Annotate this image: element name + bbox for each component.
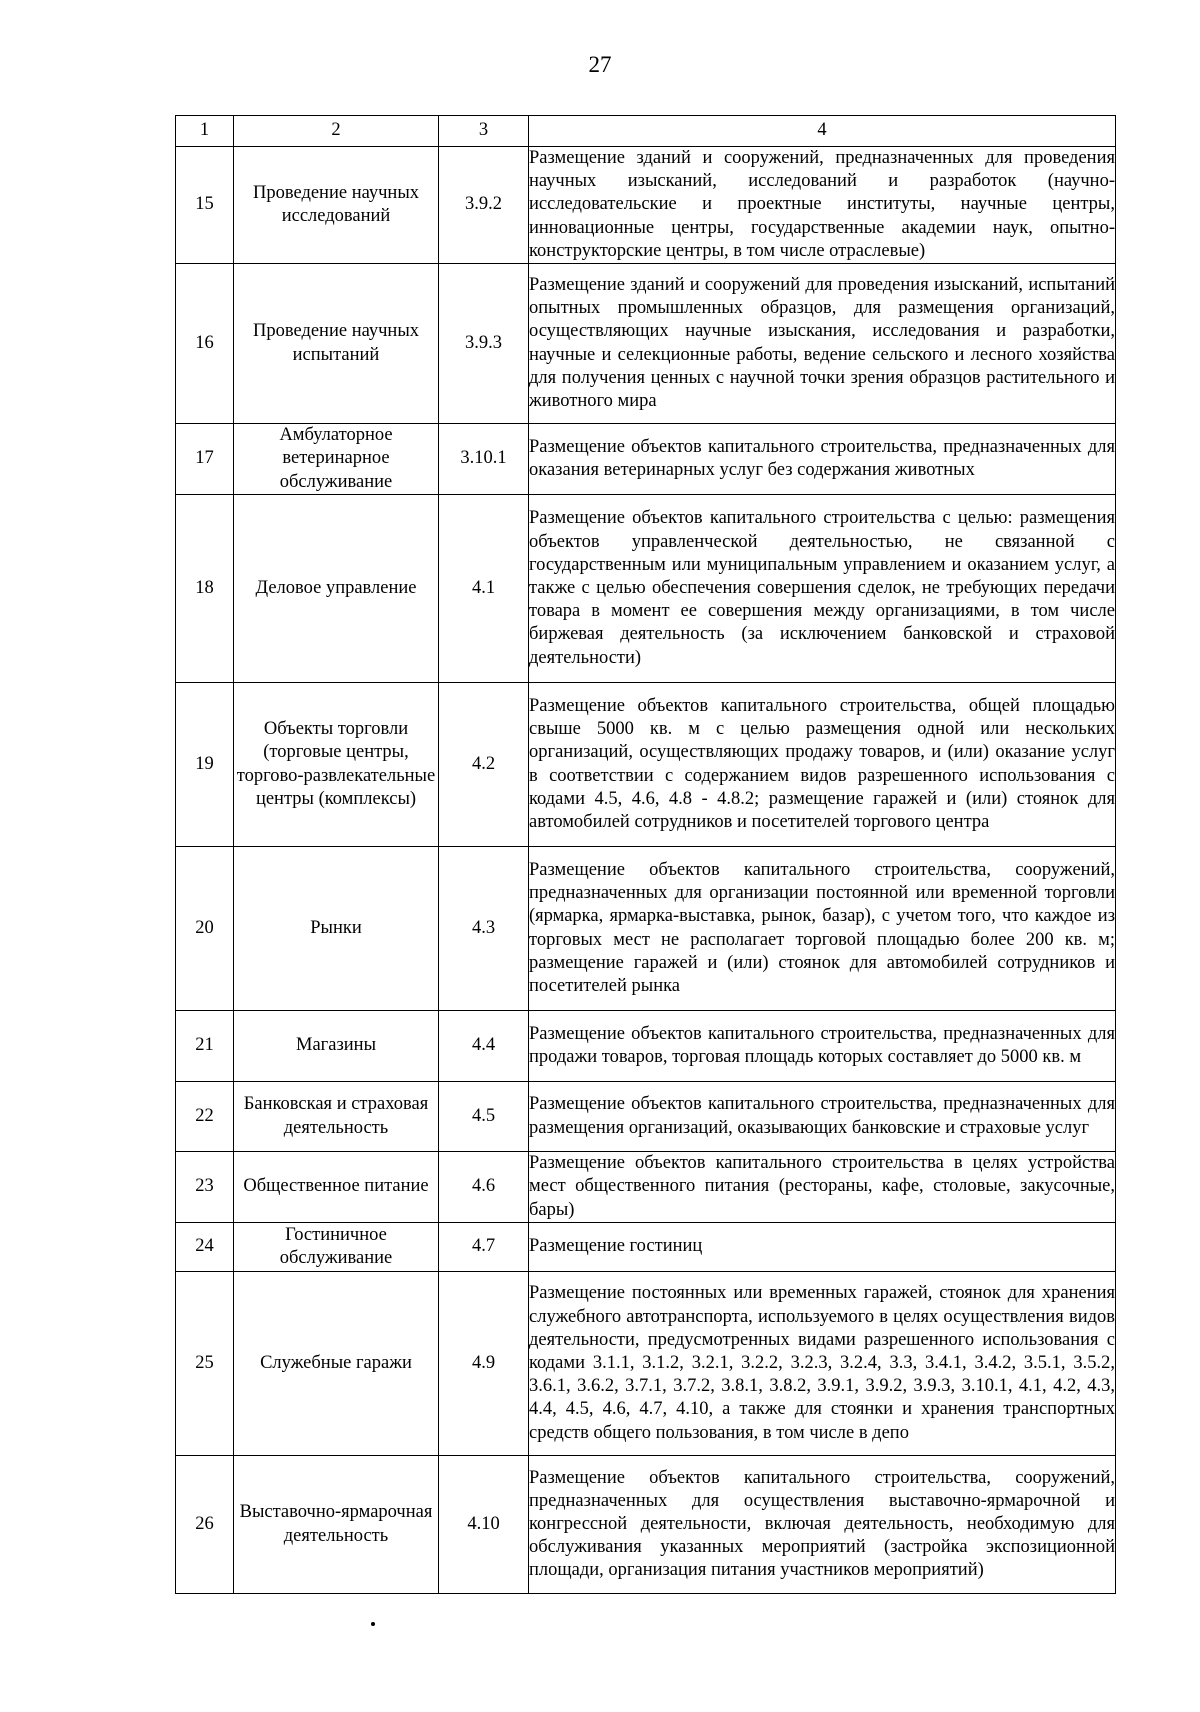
row-description: Размещение объектов капитального строительства в целях устройства мест общественного питания (рестораны, кафе, столовые, закусочные, бары) — [529, 1152, 1116, 1223]
row-code: 3.9.3 — [439, 264, 529, 424]
header-col-2: 2 — [234, 116, 439, 147]
row-name: Общественное питание — [234, 1152, 439, 1223]
table-body — [176, 147, 1116, 1594]
row-description: Размещение объектов капитального строительства, предназначенных для оказания ветеринарных услуг без содержания животных — [529, 424, 1116, 495]
row-code: 4.3 — [439, 847, 529, 1011]
table-header — [176, 116, 1116, 147]
row-number: 26 — [176, 1456, 234, 1594]
row-name: Амбулаторное ветеринарное обслуживание — [234, 424, 439, 495]
row-number: 20 — [176, 847, 234, 1011]
header-col-3: 3 — [439, 116, 529, 147]
scan-dot — [371, 1622, 375, 1626]
row-name: Магазины — [234, 1011, 439, 1082]
table-row — [176, 495, 1116, 683]
row-description: Размещение зданий и сооружений, предназначенных для проведения научных изысканий, исследований и разработок (научно-исследовательские и проектные институты, научные центры, инновационные центры, государственные академии наук, опытно-конструкторские центры, в том числе отраслевые) — [529, 147, 1116, 264]
row-description: Размещение зданий и сооружений для проведения изысканий, испытаний опытных промышленных образцов, для размещения организаций, осуществляющих научные изыскания, исследования и разработки, научные и селекционные работы, ведение сельского и лесного хозяйства для получения ценных с научной точки зрения образцов растительного и животного мира — [529, 264, 1116, 424]
table-row — [176, 683, 1116, 847]
row-number: 22 — [176, 1082, 234, 1152]
row-code: 3.10.1 — [439, 424, 529, 495]
row-description: Размещение объектов капитального строительства, предназначенных для продажи товаров, торговая площадь которых составляет до 5000 кв. м — [529, 1011, 1116, 1082]
table-row — [176, 147, 1116, 264]
row-name: Объекты торговли (торговые центры, торгово-развлекательные центры (комплексы) — [234, 683, 439, 847]
row-name: Проведение научных испытаний — [234, 264, 439, 424]
row-code: 4.5 — [439, 1082, 529, 1152]
row-number: 25 — [176, 1272, 234, 1456]
row-code: 3.9.2 — [439, 147, 529, 264]
row-description: Размещение объектов капитального строительства, предназначенных для размещения организаций, оказывающих банковские и страховые услуг — [529, 1082, 1116, 1152]
row-name: Гостиничное обслуживание — [234, 1223, 439, 1272]
row-code: 4.4 — [439, 1011, 529, 1082]
row-code: 4.7 — [439, 1223, 529, 1272]
table-row — [176, 847, 1116, 1011]
row-code: 4.9 — [439, 1272, 529, 1456]
row-description: Размещение объектов капитального строительства, сооружений, предназначенных для осуществления выставочно-ярмарочной и конгрессной деятельности, включая деятельность, необходимую для обслуживания указанных мероприятий (застройка экспозиционной площади, организация питания участников мероприятий) — [529, 1456, 1116, 1594]
row-number: 24 — [176, 1223, 234, 1272]
row-number: 23 — [176, 1152, 234, 1223]
table-row — [176, 1082, 1116, 1152]
header-col-1: 1 — [176, 116, 234, 147]
table-row — [176, 1456, 1116, 1594]
row-number: 17 — [176, 424, 234, 495]
row-name: Рынки — [234, 847, 439, 1011]
row-description: Размещение объектов капитального строительства с целью: размещения объектов управленческой деятельностью, не связанной с государственным или муниципальным управлением и оказанием услуг, а также с целью обеспечения совершения сделок, не требующих передачи товара в момент ее совершения между организациями, в том числе биржевая деятельность (за исключением банковской и страховой деятельности) — [529, 495, 1116, 683]
row-code: 4.10 — [439, 1456, 529, 1594]
row-code: 4.6 — [439, 1152, 529, 1223]
table-row — [176, 1223, 1116, 1272]
row-name: Деловое управление — [234, 495, 439, 683]
row-description: Размещение объектов капитального строительства, сооружений, предназначенных для организации постоянной или временной торговли (ярмарка, ярмарка-выставка, рынок, базар), с учетом того, что каждое из торговых мест не располагает торговой площадью более 200 кв. м; размещение гаражей и (или) стоянок для автомобилей сотрудников и посетителей рынка — [529, 847, 1116, 1011]
row-name: Банковская и страховая деятельность — [234, 1082, 439, 1152]
row-description: Размещение объектов капитального строительства, общей площадью свыше 5000 кв. м с целью размещения одной или нескольких организаций, осуществляющих продажу товаров, и (или) оказание услуг в соответствии с содержанием видов разрешенного использования с кодами 4.5, 4.6, 4.8 - 4.8.2; размещение гаражей и (или) стоянок для автомобилей сотрудников и посетителей торгового центра — [529, 683, 1116, 847]
page-number: 27 — [588, 52, 612, 77]
header-row — [176, 116, 1116, 147]
land-use-table — [175, 115, 1116, 1594]
row-description: Размещение постоянных или временных гаражей, стоянок для хранения служебного автотранспорта, используемого в целях осуществления видов деятельности, предусмотренных видами разрешенного использования с кодами 3.1.1, 3.1.2, 3.2.1, 3.2.2, 3.2.3, 3.2.4, 3.3, 3.4.1, 3.4.2, 3.5.1, 3.5.2, 3.6.1, 3.6.2, 3.7.1, 3.7.2, 3.8.1, 3.8.2, 3.9.1, 3.9.2, 3.9.3, 3.10.1, 4.1, 4.2, 4.3, 4.4, 4.5, 4.6, 4.7, 4.10, а также для стоянки и хранения транспортных средств общего пользования, в том числе в депо — [529, 1272, 1116, 1456]
header-col-4: 4 — [529, 116, 1116, 147]
table-row — [176, 1272, 1116, 1456]
table-row — [176, 424, 1116, 495]
table-row — [176, 1011, 1116, 1082]
row-number: 18 — [176, 495, 234, 683]
row-code: 4.2 — [439, 683, 529, 847]
row-name: Служебные гаражи — [234, 1272, 439, 1456]
row-name: Проведение научных исследований — [234, 147, 439, 264]
table-row — [176, 264, 1116, 424]
row-description: Размещение гостиниц — [529, 1223, 1116, 1272]
row-number: 19 — [176, 683, 234, 847]
table-row — [176, 1152, 1116, 1223]
row-name: Выставочно-ярмарочная деятельность — [234, 1456, 439, 1594]
row-code: 4.1 — [439, 495, 529, 683]
row-number: 21 — [176, 1011, 234, 1082]
row-number: 15 — [176, 147, 234, 264]
row-number: 16 — [176, 264, 234, 424]
